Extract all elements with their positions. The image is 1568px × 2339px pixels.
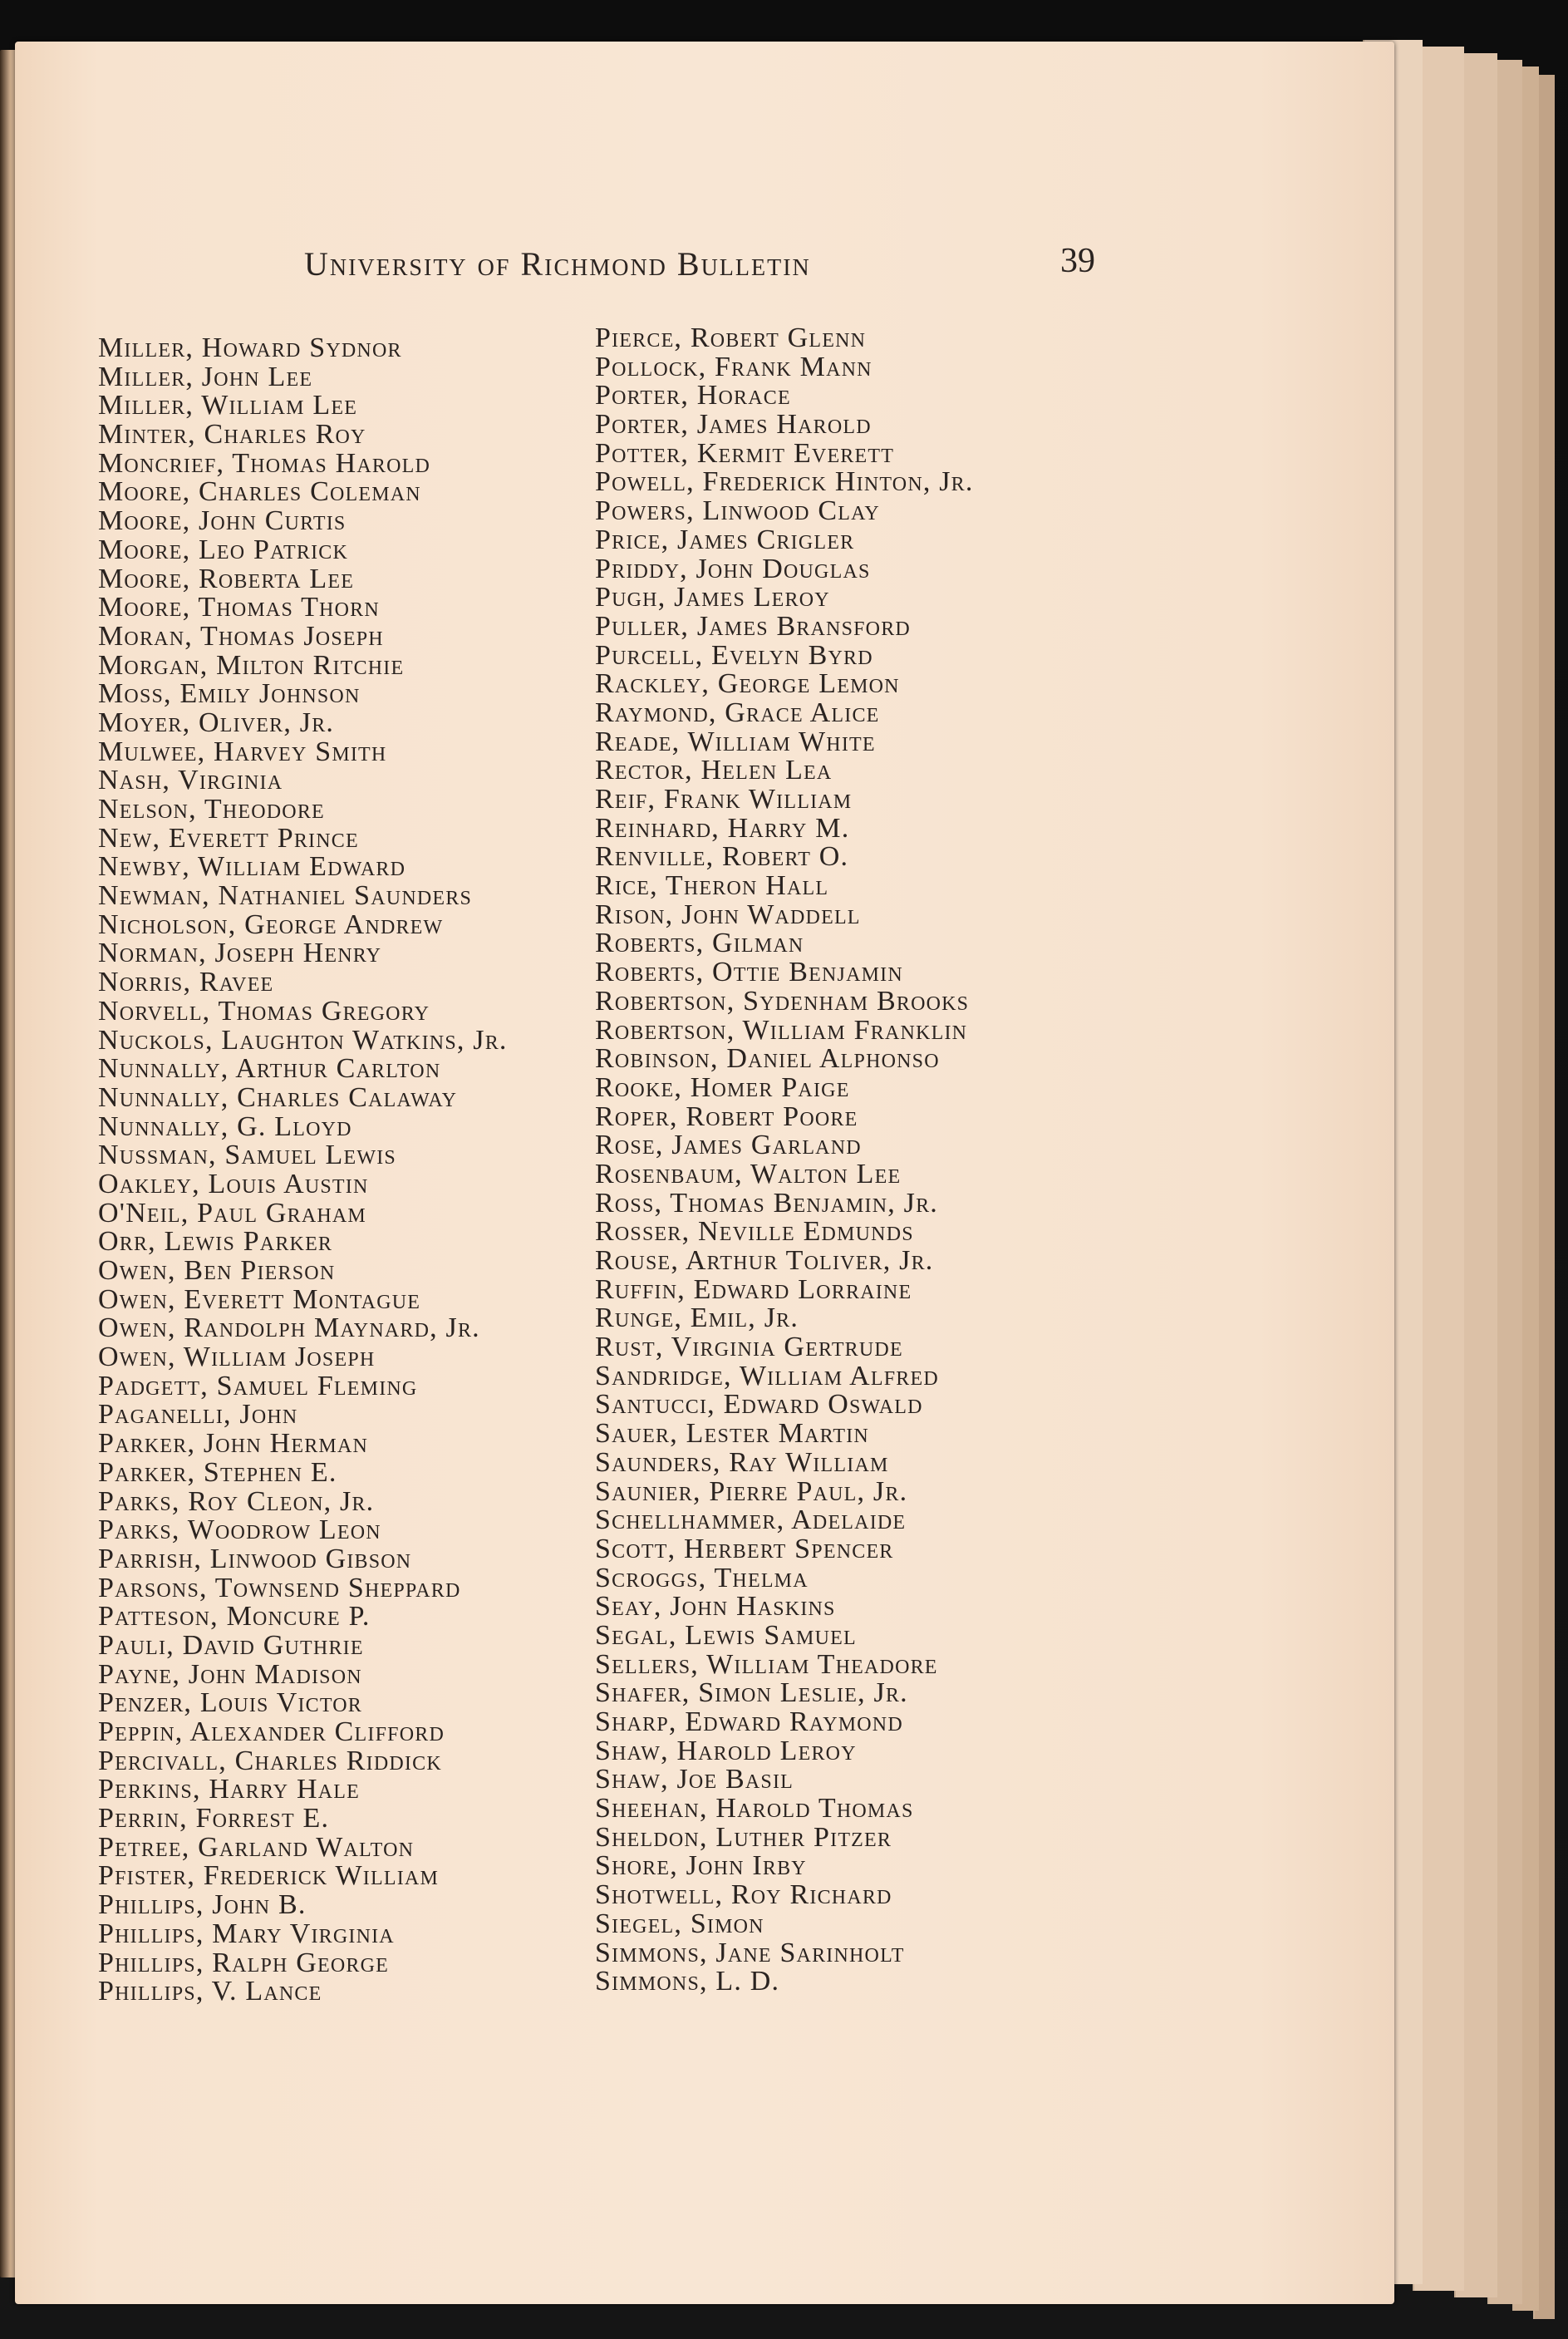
name-entry: Penzer, Louis Victor: [98, 1687, 363, 1719]
name-entry: Phillips, Ralph George: [98, 1947, 390, 1978]
name-entry: Saunders, Ray William: [595, 1446, 889, 1478]
name-entry: Sheehan, Harold Thomas: [595, 1793, 914, 1824]
name-entry: Moore, Charles Coleman: [98, 476, 421, 508]
name-entry: Perrin, Forrest E.: [98, 1803, 330, 1834]
name-entry: Nuckols, Laughton Watkins, Jr.: [98, 1024, 508, 1056]
name-entry: Pierce, Robert Glenn: [595, 323, 867, 353]
name-entry: Rooke, Homer Paige: [595, 1071, 850, 1103]
name-entry: Parrish, Linwood Gibson: [98, 1543, 412, 1574]
name-entry: Minter, Charles Roy: [98, 419, 366, 451]
name-entry: Morgan, Milton Ritchie: [98, 649, 405, 681]
name-entry: Powers, Linwood Clay: [595, 495, 880, 527]
name-entry: Pollock, Frank Mann: [595, 351, 872, 382]
name-entry: Owen, Randolph Maynard, Jr.: [98, 1312, 480, 1344]
name-entry: Paganelli, John: [98, 1399, 298, 1430]
name-entry: Schellhammer, Adelaide: [595, 1504, 907, 1536]
name-entry: Moore, Leo Patrick: [98, 534, 349, 565]
name-entry: Owen, Ben Pierson: [98, 1255, 336, 1286]
name-entry: Parks, Woodrow Leon: [98, 1514, 381, 1546]
name-list-right-column: [595, 324, 974, 1997]
name-entry: Parker, John Herman: [98, 1428, 369, 1460]
name-entry: Rosenbaum, Walton Lee: [595, 1158, 902, 1189]
name-entry: Nunnally, G. Lloyd: [98, 1110, 352, 1142]
name-entry: O'Neil, Paul Graham: [98, 1197, 366, 1229]
name-entry: Rose, James Garland: [595, 1130, 862, 1161]
name-entry: Rector, Helen Lea: [595, 755, 833, 786]
name-entry: Pfister, Frederick William: [98, 1860, 439, 1892]
name-entry: Nash, Virginia: [98, 765, 283, 796]
name-entry: Owen, Everett Montague: [98, 1283, 421, 1315]
name-entry: Seay, John Haskins: [595, 1591, 836, 1623]
name-entry: Scroggs, Thelma: [595, 1562, 809, 1593]
name-entry: New, Everett Prince: [98, 822, 359, 854]
name-entry: Potter, Kermit Everett: [595, 437, 895, 469]
name-entry: Patteson, Moncure P.: [98, 1601, 371, 1632]
name-entry: Oakley, Louis Austin: [98, 1168, 369, 1199]
name-entry: Phillips, Mary Virginia: [98, 1918, 395, 1949]
name-entry: Robertson, William Franklin: [595, 1014, 968, 1046]
name-entry: Simmons, L. D.: [595, 1966, 780, 1997]
name-entry: Newby, William Edward: [98, 851, 406, 883]
running-header: University of Richmond Bulletin: [304, 245, 811, 283]
name-entry: Renville, Robert O.: [595, 841, 849, 873]
name-entry: Norris, Ravee: [98, 967, 274, 998]
name-entry: Powell, Frederick Hinton, Jr.: [595, 466, 974, 498]
name-entry: Shore, John Irby: [595, 1850, 807, 1882]
name-entry: Reif, Frank William: [595, 784, 853, 815]
name-entry: Ruffin, Edward Lorraine: [595, 1273, 912, 1305]
name-entry: Sauer, Lester Martin: [595, 1418, 869, 1450]
name-entry: Norvell, Thomas Gregory: [98, 995, 430, 1027]
name-entry: Nussman, Samuel Lewis: [98, 1140, 396, 1171]
name-entry: Porter, James Harold: [595, 409, 872, 441]
name-entry: Miller, Howard Sydnor: [98, 332, 402, 363]
name-entry: Padgett, Samuel Fleming: [98, 1370, 418, 1401]
name-entry: Price, James Crigler: [595, 524, 855, 555]
name-entry: Reade, William White: [595, 726, 876, 757]
name-entry: Rouse, Arthur Toliver, Jr.: [595, 1245, 934, 1276]
name-entry: Saunier, Pierre Paul, Jr.: [595, 1475, 908, 1507]
name-entry: Robinson, Daniel Alphonso: [595, 1043, 940, 1075]
name-entry: Raymond, Grace Alice: [595, 697, 880, 728]
name-entry: Parker, Stephen E.: [98, 1456, 337, 1488]
name-entry: Moncrief, Thomas Harold: [98, 447, 431, 479]
name-entry: Pugh, James Leroy: [595, 582, 830, 613]
name-entry: Norman, Joseph Henry: [98, 938, 382, 969]
name-entry: Roberts, Ottie Benjamin: [595, 957, 903, 988]
name-entry: Robertson, Sydenham Brooks: [595, 985, 970, 1017]
name-entry: Shafer, Simon Leslie, Jr.: [595, 1677, 908, 1709]
name-entry: Rosser, Neville Edmunds: [595, 1216, 914, 1248]
name-entry: Nicholson, George Andrew: [98, 909, 444, 940]
name-entry: Moore, Roberta Lee: [98, 563, 355, 594]
name-entry: Perkins, Harry Hale: [98, 1774, 360, 1805]
name-entry: Reinhard, Harry M.: [595, 812, 850, 844]
name-entry: Shaw, Harold Leroy: [595, 1735, 857, 1766]
name-entry: Payne, John Madison: [98, 1658, 362, 1690]
name-entry: Porter, Horace: [595, 380, 791, 411]
name-entry: Miller, John Lee: [98, 361, 313, 392]
name-entry: Petree, Garland Walton: [98, 1831, 415, 1863]
name-entry: Nunnally, Charles Calaway: [98, 1081, 458, 1113]
name-entry: Moore, Thomas Thorn: [98, 592, 380, 623]
name-entry: Moore, John Curtis: [98, 505, 347, 537]
name-entry: Phillips, John B.: [98, 1889, 307, 1921]
name-entry: Sellers, William Theadore: [595, 1648, 938, 1680]
name-entry: Runge, Emil, Jr.: [595, 1302, 799, 1334]
name-entry: Segal, Lewis Samuel: [595, 1619, 857, 1651]
name-entry: Parsons, Townsend Sheppard: [98, 1572, 461, 1603]
name-entry: Shaw, Joe Basil: [595, 1764, 794, 1795]
name-entry: Sharp, Edward Raymond: [595, 1706, 903, 1737]
name-entry: Rust, Virginia Gertrude: [595, 1332, 903, 1363]
name-entry: Scott, Herbert Spencer: [595, 1533, 894, 1564]
name-entry: Rice, Theron Hall: [595, 870, 829, 902]
page-number: 39: [1060, 242, 1095, 280]
name-entry: Phillips, V. Lance: [98, 1976, 322, 2007]
name-entry: Moyer, Oliver, Jr.: [98, 707, 335, 738]
name-entry: Shotwell, Roy Richard: [595, 1879, 892, 1911]
name-entry: Newman, Nathaniel Saunders: [98, 880, 473, 912]
name-entry: Moss, Emily Johnson: [98, 678, 361, 710]
name-entry: Nunnally, Arthur Carlton: [98, 1053, 441, 1085]
name-entry: Puller, James Bransford: [595, 610, 911, 642]
name-entry: Miller, William Lee: [98, 390, 358, 421]
name-entry: Sandridge, William Alfred: [595, 1360, 939, 1391]
name-entry: Owen, William Joseph: [98, 1342, 376, 1373]
name-entry: Orr, Lewis Parker: [98, 1226, 333, 1258]
name-entry: Mulwee, Harvey Smith: [98, 736, 387, 767]
name-entry: Sheldon, Luther Pitzer: [595, 1821, 892, 1853]
name-entry: Roberts, Gilman: [595, 928, 804, 959]
name-entry: Priddy, John Douglas: [595, 553, 871, 584]
name-entry: Santucci, Edward Oswald: [595, 1389, 923, 1421]
name-entry: Rison, John Waddell: [595, 899, 861, 930]
name-list-left-column: [98, 334, 508, 2007]
name-entry: Siegel, Simon: [595, 1908, 764, 1939]
name-entry: Rackley, George Lemon: [595, 668, 900, 700]
name-entry: Parks, Roy Cleon, Jr.: [98, 1485, 375, 1517]
name-entry: Ross, Thomas Benjamin, Jr.: [595, 1187, 938, 1219]
name-entry: Peppin, Alexander Clifford: [98, 1716, 445, 1747]
name-entry: Moran, Thomas Joseph: [98, 620, 384, 652]
name-entry: Percivall, Charles Riddick: [98, 1745, 442, 1776]
name-entry: Simmons, Jane Sarinholt: [595, 1937, 905, 1968]
name-entry: Pauli, David Guthrie: [98, 1629, 364, 1661]
name-entry: Purcell, Evelyn Byrd: [595, 639, 873, 671]
name-entry: Nelson, Theodore: [98, 794, 325, 825]
name-entry: Roper, Robert Poore: [595, 1101, 858, 1132]
